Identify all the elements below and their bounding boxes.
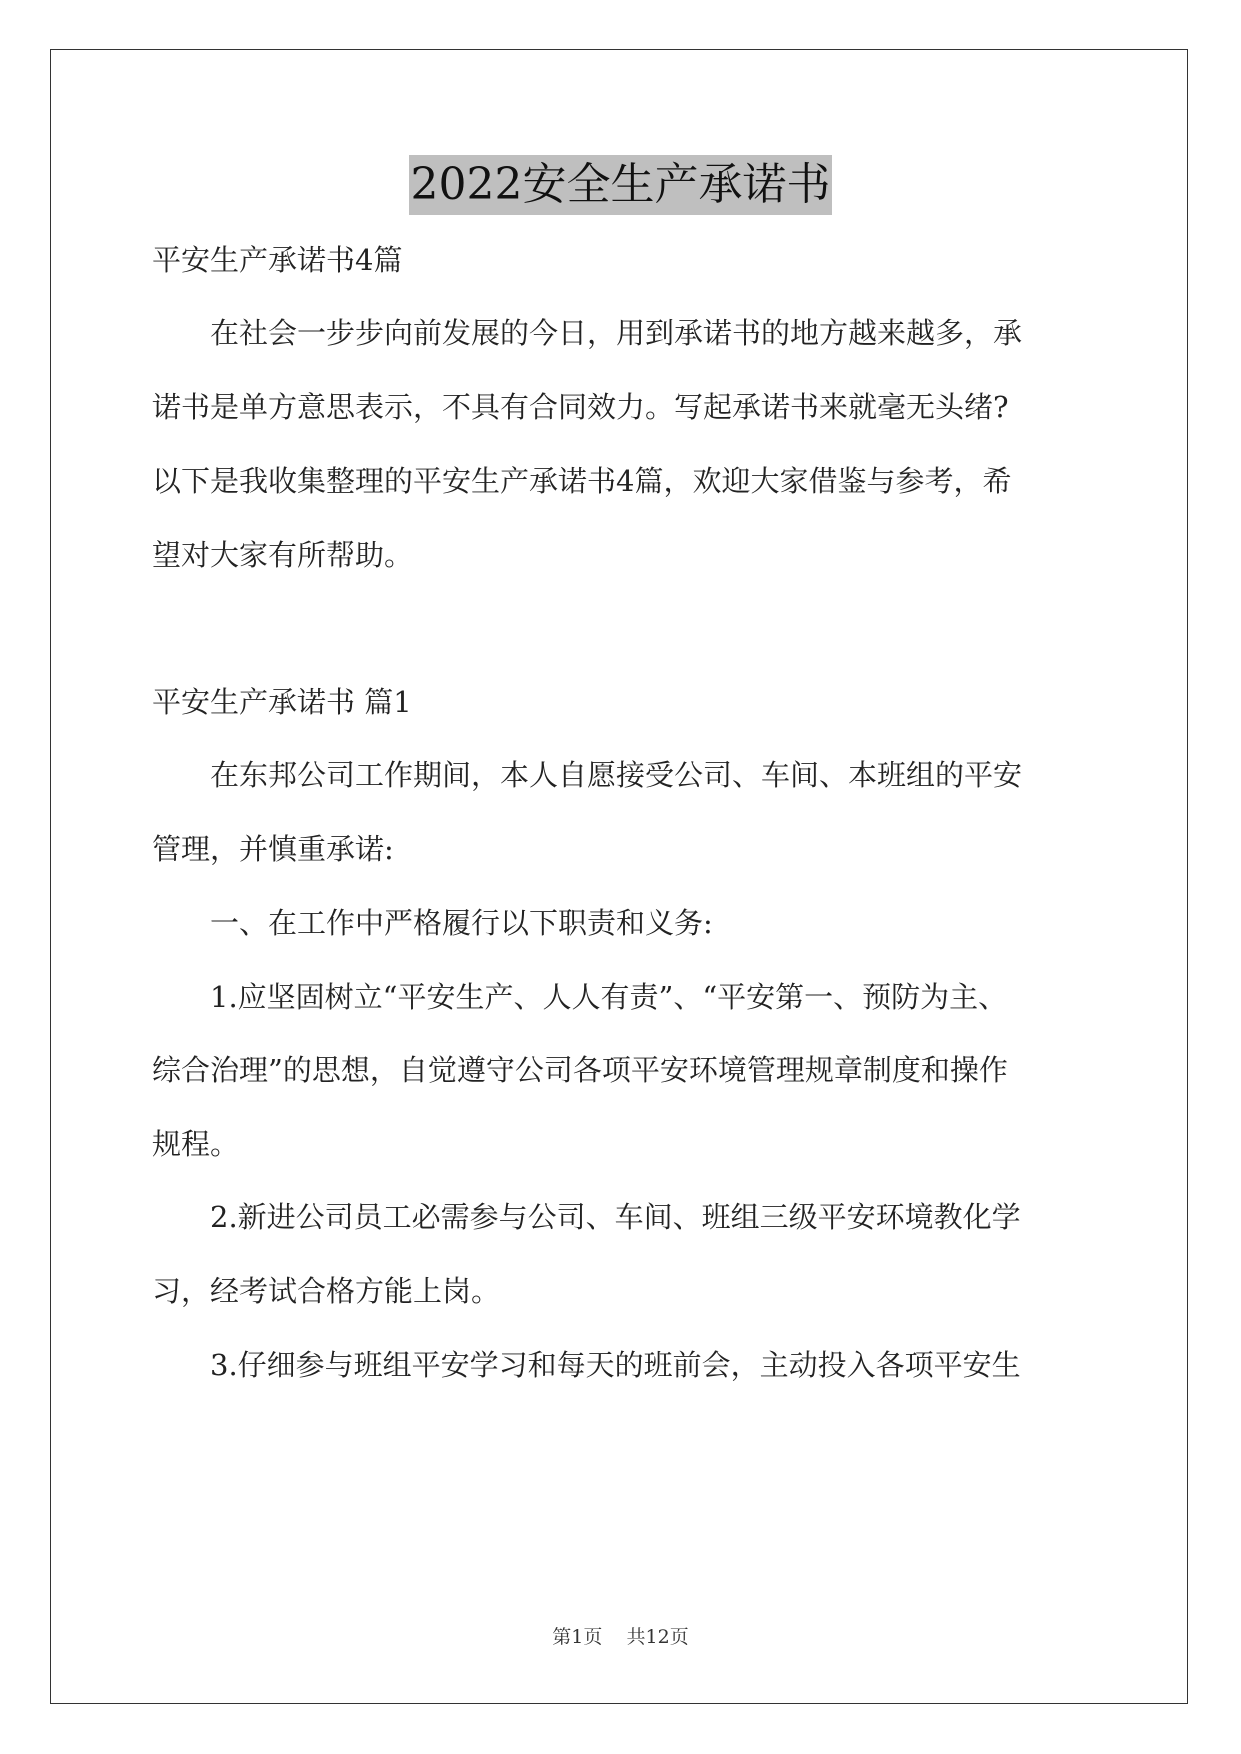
page-footer <box>0 1622 1241 1649</box>
body-line: 习，经考试合格方能上岗。 <box>152 1274 501 1308</box>
body-line: 综合治理”的思想，自觉遵守公司各项平安环境管理规章制度和操作 <box>152 1053 1008 1087</box>
section-heading: 平安生产承诺书 篇1 <box>152 685 412 719</box>
intro-line: 以下是我收集整理的平安生产承诺书4篇，欢迎大家借鉴与参考，希 <box>152 464 1012 498</box>
page-total: 共12页 <box>626 1626 689 1648</box>
document-title-text: 2022安全生产承诺书 <box>409 155 833 215</box>
body-line: 规程。 <box>152 1127 240 1161</box>
body-line: 2.新进公司员工必需参与公司、车间、班组三级平安环境教化学 <box>210 1200 1021 1234</box>
intro-line: 在社会一步步向前发展的今日，用到承诺书的地方越来越多，承 <box>210 316 1023 350</box>
intro-line: 望对大家有所帮助。 <box>152 538 414 572</box>
body-line: 1.应坚固树立“平安生产、人人有责”、“平安第一、预防为主、 <box>210 980 1008 1014</box>
body-line: 管理，并慎重承诺: <box>152 832 394 866</box>
document-title <box>0 155 1241 215</box>
document-subtitle: 平安生产承诺书4篇 <box>152 243 403 277</box>
body-line: 在东邦公司工作期间，本人自愿接受公司、车间、本班组的平安 <box>210 758 1023 792</box>
body-line: 一、在工作中严格履行以下职责和义务: <box>210 906 713 940</box>
body-line: 3.仔细参与班组平安学习和每天的班前会，主动投入各项平安生 <box>210 1348 1021 1382</box>
page-number: 第1页 <box>552 1626 603 1648</box>
page-border <box>50 49 1188 1704</box>
intro-line: 诺书是单方意思表示，不具有合同效力。写起承诺书来就毫无头绪? <box>152 390 1009 424</box>
